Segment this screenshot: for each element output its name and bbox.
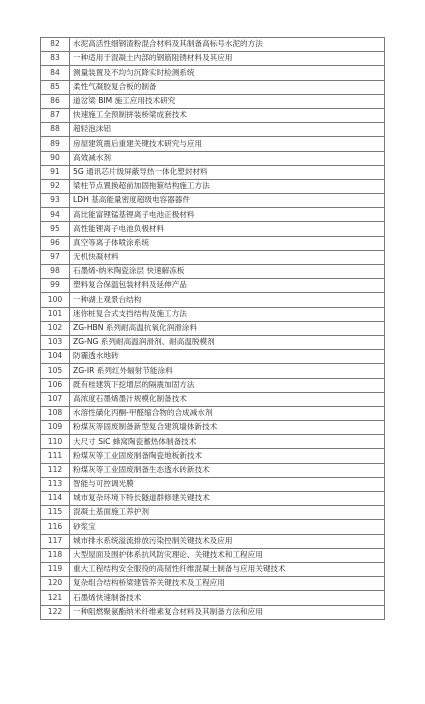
row-number: 94 xyxy=(41,208,70,222)
table-row xyxy=(41,123,385,137)
row-number: 116 xyxy=(41,520,70,534)
table-row xyxy=(41,52,385,66)
table-row xyxy=(41,605,385,619)
table-row xyxy=(41,179,385,193)
table-row xyxy=(41,151,385,165)
row-title: 既有桂建筑下挖增层的隔震加固方法 xyxy=(70,378,385,392)
table-row xyxy=(41,435,385,449)
row-title: 无机快凝材料 xyxy=(70,250,385,264)
table-row xyxy=(41,562,385,576)
row-title: ZG-IR 系列红外辐射节能涂料 xyxy=(70,364,385,378)
row-title: 迷你桩复合式支挡结构及施工方法 xyxy=(70,307,385,321)
row-title: LDH 基高能量密度超级电容器器件 xyxy=(70,194,385,208)
row-title: 砂浆宝 xyxy=(70,520,385,534)
row-number: 84 xyxy=(41,66,70,80)
table-row xyxy=(41,194,385,208)
row-number: 88 xyxy=(41,123,70,137)
table-row xyxy=(41,577,385,591)
row-title: 柔性气凝胶复合板的制备 xyxy=(70,80,385,94)
row-number: 86 xyxy=(41,94,70,108)
row-number: 106 xyxy=(41,378,70,392)
row-title: 房屋建筑震后重建关键技术研究与应用 xyxy=(70,137,385,151)
table-row xyxy=(41,534,385,548)
table-row xyxy=(41,321,385,335)
row-number: 120 xyxy=(41,577,70,591)
row-title: 水泥高活性细钢渣粉混合材料及其制备高标号水泥的方法 xyxy=(70,38,385,52)
row-title: 粉煤灰等工业固废制备陶瓷地板新技术 xyxy=(70,449,385,463)
row-number: 112 xyxy=(41,463,70,477)
row-number: 122 xyxy=(41,605,70,619)
row-number: 121 xyxy=(41,591,70,605)
row-number: 103 xyxy=(41,335,70,349)
row-number: 111 xyxy=(41,449,70,463)
row-title: 水溶性磺化丙酮-甲醛缩合物的合成减水剂 xyxy=(70,406,385,420)
row-title: 高比能富锂锰基锂离子电池正极材料 xyxy=(70,208,385,222)
table-row xyxy=(41,250,385,264)
table-row xyxy=(41,80,385,94)
row-number: 100 xyxy=(41,293,70,307)
row-title: 高性能锂离子电池负极材料 xyxy=(70,222,385,236)
table-row xyxy=(41,506,385,520)
row-number: 89 xyxy=(41,137,70,151)
row-title: 高浓度石墨烯墨汁规模化制备技术 xyxy=(70,392,385,406)
row-number: 82 xyxy=(41,38,70,52)
table-row xyxy=(41,591,385,605)
row-title: 道岔梁 BIM 施工应用技术研究 xyxy=(70,94,385,108)
row-number: 104 xyxy=(41,350,70,364)
table-row xyxy=(41,350,385,364)
row-title: 快速施工全预制拼装桥梁成套技术 xyxy=(70,108,385,122)
table-row xyxy=(41,463,385,477)
row-title: 粉煤灰等工业固废制备生态透水砖新技术 xyxy=(70,463,385,477)
row-number: 93 xyxy=(41,194,70,208)
row-title: 智能与可控调光膜 xyxy=(70,477,385,491)
row-number: 92 xyxy=(41,179,70,193)
row-number: 97 xyxy=(41,250,70,264)
row-title: 塑料复合保温包装材料及延伸产品 xyxy=(70,279,385,293)
row-title: 一种阻燃聚氨酯纳米纤维素复合材料及其制备方法和应用 xyxy=(70,605,385,619)
row-title: 重大工程结构安全服役的高韧性纤维混凝土制备与应用关键技术 xyxy=(70,562,385,576)
table-row xyxy=(41,364,385,378)
row-number: 101 xyxy=(41,307,70,321)
row-title: ZG-NG 系列耐高温润滑剂、耐高温脱模剂 xyxy=(70,335,385,349)
row-number: 115 xyxy=(41,506,70,520)
row-number: 108 xyxy=(41,406,70,420)
table-row xyxy=(41,137,385,151)
table-row xyxy=(41,208,385,222)
row-number: 113 xyxy=(41,477,70,491)
table-row xyxy=(41,421,385,435)
row-title: ZG-HBN 系列耐高温抗氧化润滑涂料 xyxy=(70,321,385,335)
row-number: 105 xyxy=(41,364,70,378)
table-row xyxy=(41,307,385,321)
row-number: 114 xyxy=(41,492,70,506)
table-row xyxy=(41,548,385,562)
table-row xyxy=(41,236,385,250)
row-title: 城市排水系统溢流排放污染控制关键技术及应用 xyxy=(70,534,385,548)
row-number: 119 xyxy=(41,562,70,576)
table-row xyxy=(41,222,385,236)
row-number: 98 xyxy=(41,265,70,279)
row-number: 99 xyxy=(41,279,70,293)
table-body xyxy=(41,38,385,620)
table-row xyxy=(41,335,385,349)
table-row xyxy=(41,477,385,491)
row-title: 真空等离子体喷涂系统 xyxy=(70,236,385,250)
table-row xyxy=(41,378,385,392)
table-row xyxy=(41,406,385,420)
row-title: 粉煤灰等固废制备新型复合建筑墙体新技术 xyxy=(70,421,385,435)
table-row xyxy=(41,279,385,293)
row-number: 118 xyxy=(41,548,70,562)
row-number: 109 xyxy=(41,421,70,435)
row-title: 5G 通讯芯片级屏蔽导热一体化塑封材料 xyxy=(70,165,385,179)
row-title: 防霾透水地砖 xyxy=(70,350,385,364)
table-row xyxy=(41,66,385,80)
row-title: 高效减水剂 xyxy=(70,151,385,165)
row-number: 91 xyxy=(41,165,70,179)
row-title: 混凝土基面施工养护剂 xyxy=(70,506,385,520)
row-title: 梁柱节点置换超前加固拖箍结构施工方法 xyxy=(70,179,385,193)
table-row xyxy=(41,392,385,406)
table-row xyxy=(41,94,385,108)
row-number: 95 xyxy=(41,222,70,236)
row-number: 110 xyxy=(41,435,70,449)
row-title: 超轻泡沫铝 xyxy=(70,123,385,137)
row-title: 复杂组合结构桥梁建管养关键技术及工程应用 xyxy=(70,577,385,591)
row-title: 测量装置及不均匀沉降实时检测系统 xyxy=(70,66,385,80)
row-number: 107 xyxy=(41,392,70,406)
achievement-table xyxy=(40,37,385,620)
row-title: 石墨烯-纳米陶瓷涂层 快速解冻板 xyxy=(70,265,385,279)
row-title: 城市复杂环境下特长隧道群修建关键技术 xyxy=(70,492,385,506)
row-title: 大型屋面及围护体系抗风防灾理论、关键技术和工程应用 xyxy=(70,548,385,562)
row-number: 117 xyxy=(41,534,70,548)
table-row xyxy=(41,38,385,52)
table-row xyxy=(41,293,385,307)
row-title: 石墨烯快速制备技术 xyxy=(70,591,385,605)
row-number: 96 xyxy=(41,236,70,250)
table-row xyxy=(41,165,385,179)
row-title: 一种湖上观景台结构 xyxy=(70,293,385,307)
row-number: 87 xyxy=(41,108,70,122)
row-number: 83 xyxy=(41,52,70,66)
row-number: 90 xyxy=(41,151,70,165)
row-number: 85 xyxy=(41,80,70,94)
row-title: 一种适用于混凝土内部的钢筋阻锈材料及其应用 xyxy=(70,52,385,66)
table-row xyxy=(41,108,385,122)
row-number: 102 xyxy=(41,321,70,335)
row-title: 大尺寸 SiC 蜂窝陶瓷蓄热体制备技术 xyxy=(70,435,385,449)
table-row xyxy=(41,520,385,534)
table-row xyxy=(41,265,385,279)
table-row xyxy=(41,449,385,463)
table-row xyxy=(41,492,385,506)
